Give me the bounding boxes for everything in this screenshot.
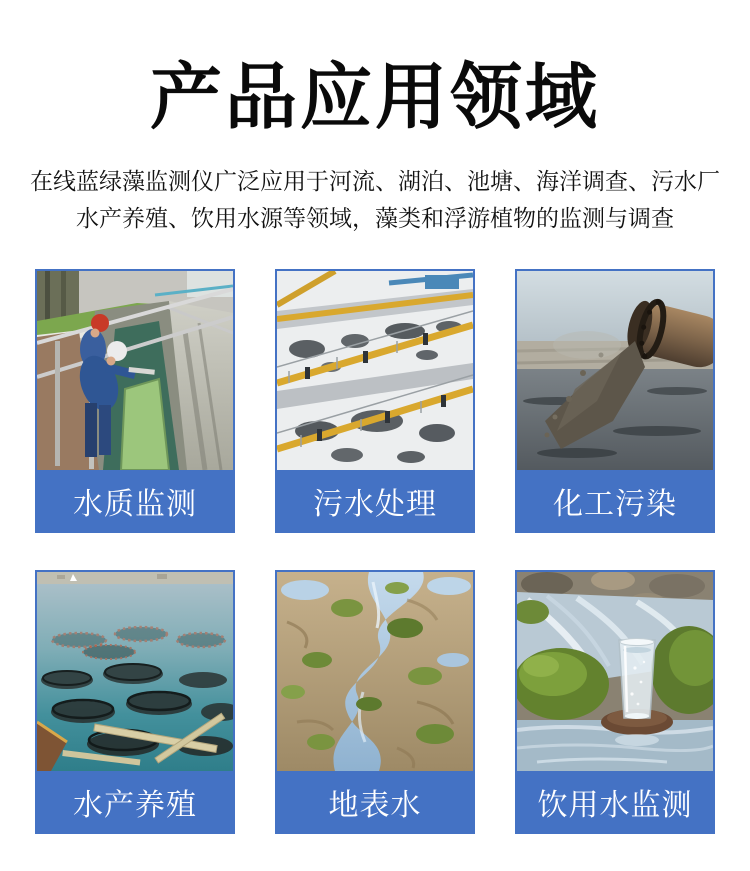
card-label: 化工污染 bbox=[553, 487, 677, 521]
page-description bbox=[0, 163, 750, 237]
card-drinking-water-monitoring bbox=[515, 570, 715, 834]
chemical-pollution-illustration bbox=[517, 271, 713, 470]
card-sewage-treatment bbox=[275, 269, 475, 533]
drinking-water-monitoring-illustration bbox=[517, 572, 713, 771]
card-label: 水产养殖 bbox=[73, 788, 197, 822]
sewage-treatment-illustration bbox=[277, 271, 473, 470]
card-label: 地表水 bbox=[328, 788, 422, 822]
aquaculture-illustration bbox=[37, 572, 233, 771]
page-title: 产品应用领域 bbox=[149, 58, 600, 138]
description-line-1: 在线蓝绿藻监测仪广泛应用于河流、湖泊、池塘、海洋调查、污水厂 bbox=[30, 168, 720, 194]
application-grid bbox=[35, 269, 715, 834]
card-label: 水质监测 bbox=[73, 487, 197, 521]
drinking-water-monitoring-photo bbox=[517, 572, 713, 771]
card-water-quality-monitoring bbox=[35, 269, 235, 533]
sewage-treatment-photo bbox=[277, 271, 473, 470]
card-label: 饮用水监测 bbox=[537, 788, 693, 822]
card-label: 污水处理 bbox=[313, 487, 437, 521]
aquaculture-photo bbox=[37, 572, 233, 771]
chemical-pollution-photo bbox=[517, 271, 713, 470]
water-quality-monitoring-illustration bbox=[37, 271, 233, 470]
card-surface-water bbox=[275, 570, 475, 834]
description-line-2: 水产养殖、饮用水源等领域，藻类和浮游植物的监测与调查 bbox=[76, 205, 674, 231]
surface-water-photo bbox=[277, 572, 473, 771]
card-aquaculture bbox=[35, 570, 235, 834]
card-chemical-pollution bbox=[515, 269, 715, 533]
water-quality-monitoring-photo bbox=[37, 271, 233, 470]
surface-water-illustration bbox=[277, 572, 473, 771]
